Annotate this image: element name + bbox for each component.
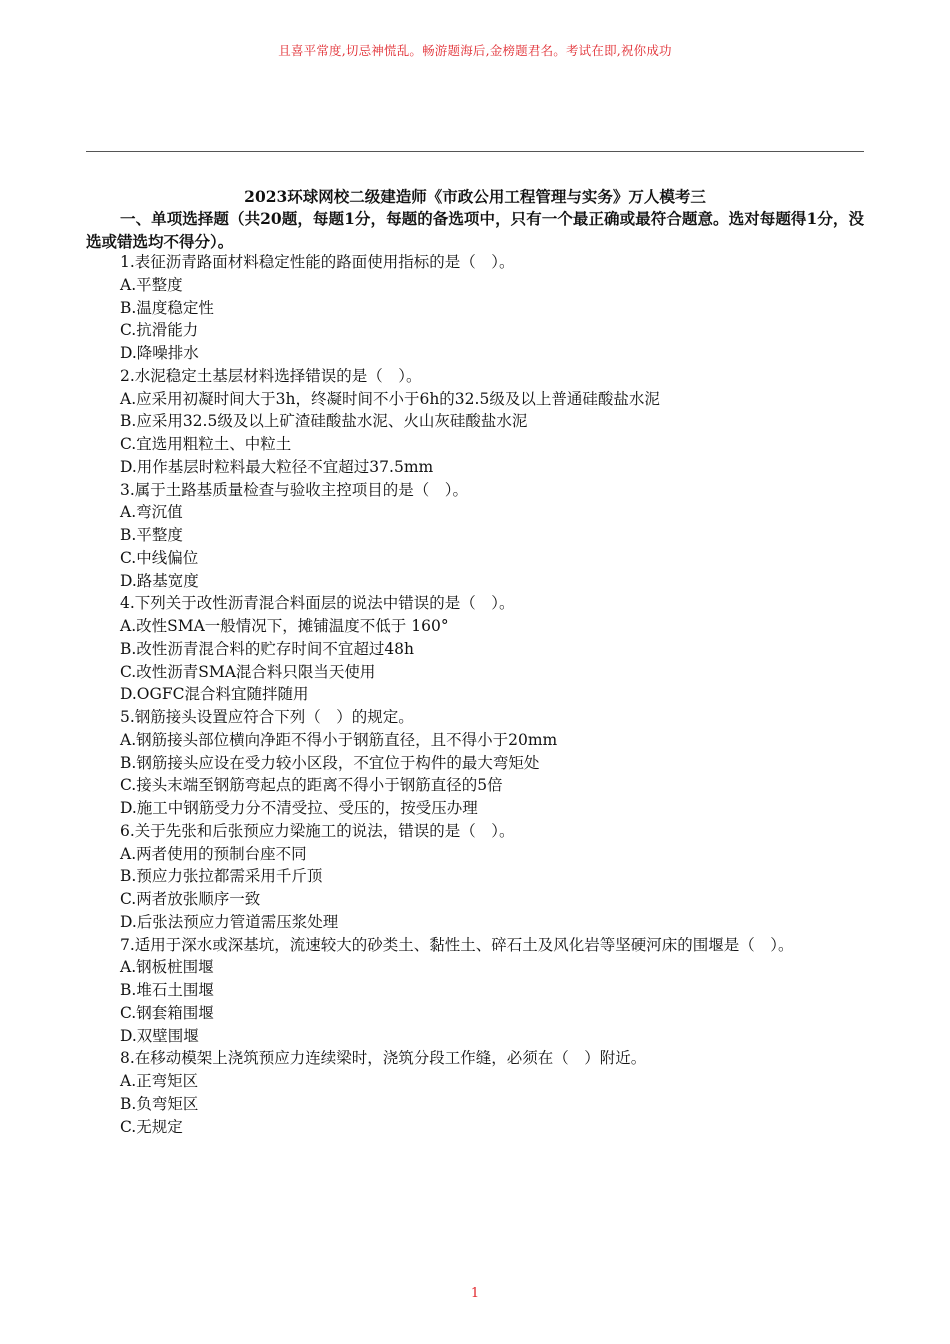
question-stem: 3.属于土路基质量检查与验收主控项目的是（ ）。: [120, 480, 469, 499]
question-8: [120, 1047, 880, 1138]
question-2: [120, 365, 880, 479]
question-stem: 6.关于先张和后张预应力梁施工的说法，错误的是（ ）。: [120, 821, 515, 840]
page-number: 1: [470, 1286, 480, 1301]
section-heading: 一、单项选择题（共20题，每题1分，每题的备选项中，只有一个最正确或最符合题意。选对每题得1分，没选或错选均不得分）。: [86, 209, 864, 251]
option-c: C.抗滑能力: [120, 321, 199, 340]
option-a: A.平整度: [120, 275, 183, 294]
question-4: [120, 592, 880, 706]
question-stem: 7.适用于深水或深基坑，流速较大的砂类土、黏性土、碎石土及风化岩等坚硬河床的围堰是（ ）。: [120, 935, 794, 954]
header-motto: 且喜平常度,切忌神慌乱。畅游题海后,金榜题君名。考试在即,祝你成功: [278, 43, 672, 58]
option-d: D.OGFC混合料宜随拌随用: [120, 685, 309, 704]
option-b: B.堆石土围堰: [120, 981, 214, 999]
option-a: A.改性SMA一般情况下，摊铺温度不低于 160°: [120, 617, 449, 635]
option-c: C.改性沥青SMA混合料只限当天使用: [120, 662, 376, 681]
document-title: 2023环球网校二级建造师《市政公用工程管理与实务》万人模考三: [244, 187, 706, 206]
option-d: D.施工中钢筋受力分不清受拉、受压的，按受压办理: [120, 799, 478, 817]
option-c: C.无规定: [120, 1117, 183, 1136]
question-stem: 1.表征沥青路面材料稳定性能的路面使用指标的是（ ）。: [120, 253, 515, 271]
question-stem: 4.下列关于改性沥青混合料面层的说法中错误的是（ ）。: [120, 594, 515, 613]
option-a: A.两者使用的预制台座不同: [120, 844, 307, 863]
question-stem: 2.水泥稳定土基层材料选择错误的是（ ）。: [120, 366, 422, 385]
option-d: D.后张法预应力管道需压浆处理: [120, 912, 339, 931]
question-3: [120, 479, 880, 593]
option-d: D.用作基层时粒料最大粒径不宜超过37.5mm: [120, 457, 434, 476]
option-a: A.应采用初凝时间大于3h，终凝时间不小于6h的32.5级及以上普通硅酸盐水泥: [120, 389, 660, 408]
option-a: A.正弯矩区: [120, 1072, 199, 1090]
option-c: C.中线偏位: [120, 548, 199, 567]
option-a: A.钢板桩围堰: [120, 958, 214, 977]
question-6: [120, 820, 880, 934]
option-d: D.双壁围堰: [120, 1026, 199, 1045]
question-stem: 8.在移动模架上浇筑预应力连续梁时，浇筑分段工作缝，必须在（ ）附近。: [120, 1049, 647, 1068]
option-b: B.钢筋接头应设在受力较小区段，不宜位于构件的最大弯矩处: [120, 753, 540, 772]
option-b: B.改性沥青混合料的贮存时间不宜超过48h: [120, 639, 415, 658]
question-1: [120, 251, 880, 365]
option-b: B.温度稳定性: [120, 298, 214, 317]
option-b: B.平整度: [120, 526, 183, 544]
option-b: B.预应力张拉都需采用千斤顶: [120, 867, 323, 886]
header-divider: [86, 151, 864, 152]
question-7: [120, 934, 880, 1048]
option-c: C.两者放张顺序一致: [120, 890, 261, 908]
option-a: A.弯沉值: [120, 503, 183, 522]
option-a: A.钢筋接头部位横向净距不得小于钢筋直径，且不得小于20mm: [120, 730, 558, 749]
option-c: C.钢套箱围堰: [120, 1003, 214, 1022]
question-stem: 5.钢筋接头设置应符合下列（ ）的规定。: [120, 708, 414, 726]
question-list: [120, 251, 880, 1138]
option-c: C.接头末端至钢筋弯起点的距离不得小于钢筋直径的5倍: [120, 776, 503, 795]
option-d: D.路基宽度: [120, 571, 199, 590]
option-b: B.负弯矩区: [120, 1094, 199, 1113]
question-5: [120, 706, 880, 820]
option-d: D.降噪排水: [120, 344, 199, 362]
option-b: B.应采用32.5级及以上矿渣硅酸盐水泥、火山灰硅酸盐水泥: [120, 412, 528, 431]
option-c: C.宜选用粗粒土、中粒土: [120, 435, 292, 453]
